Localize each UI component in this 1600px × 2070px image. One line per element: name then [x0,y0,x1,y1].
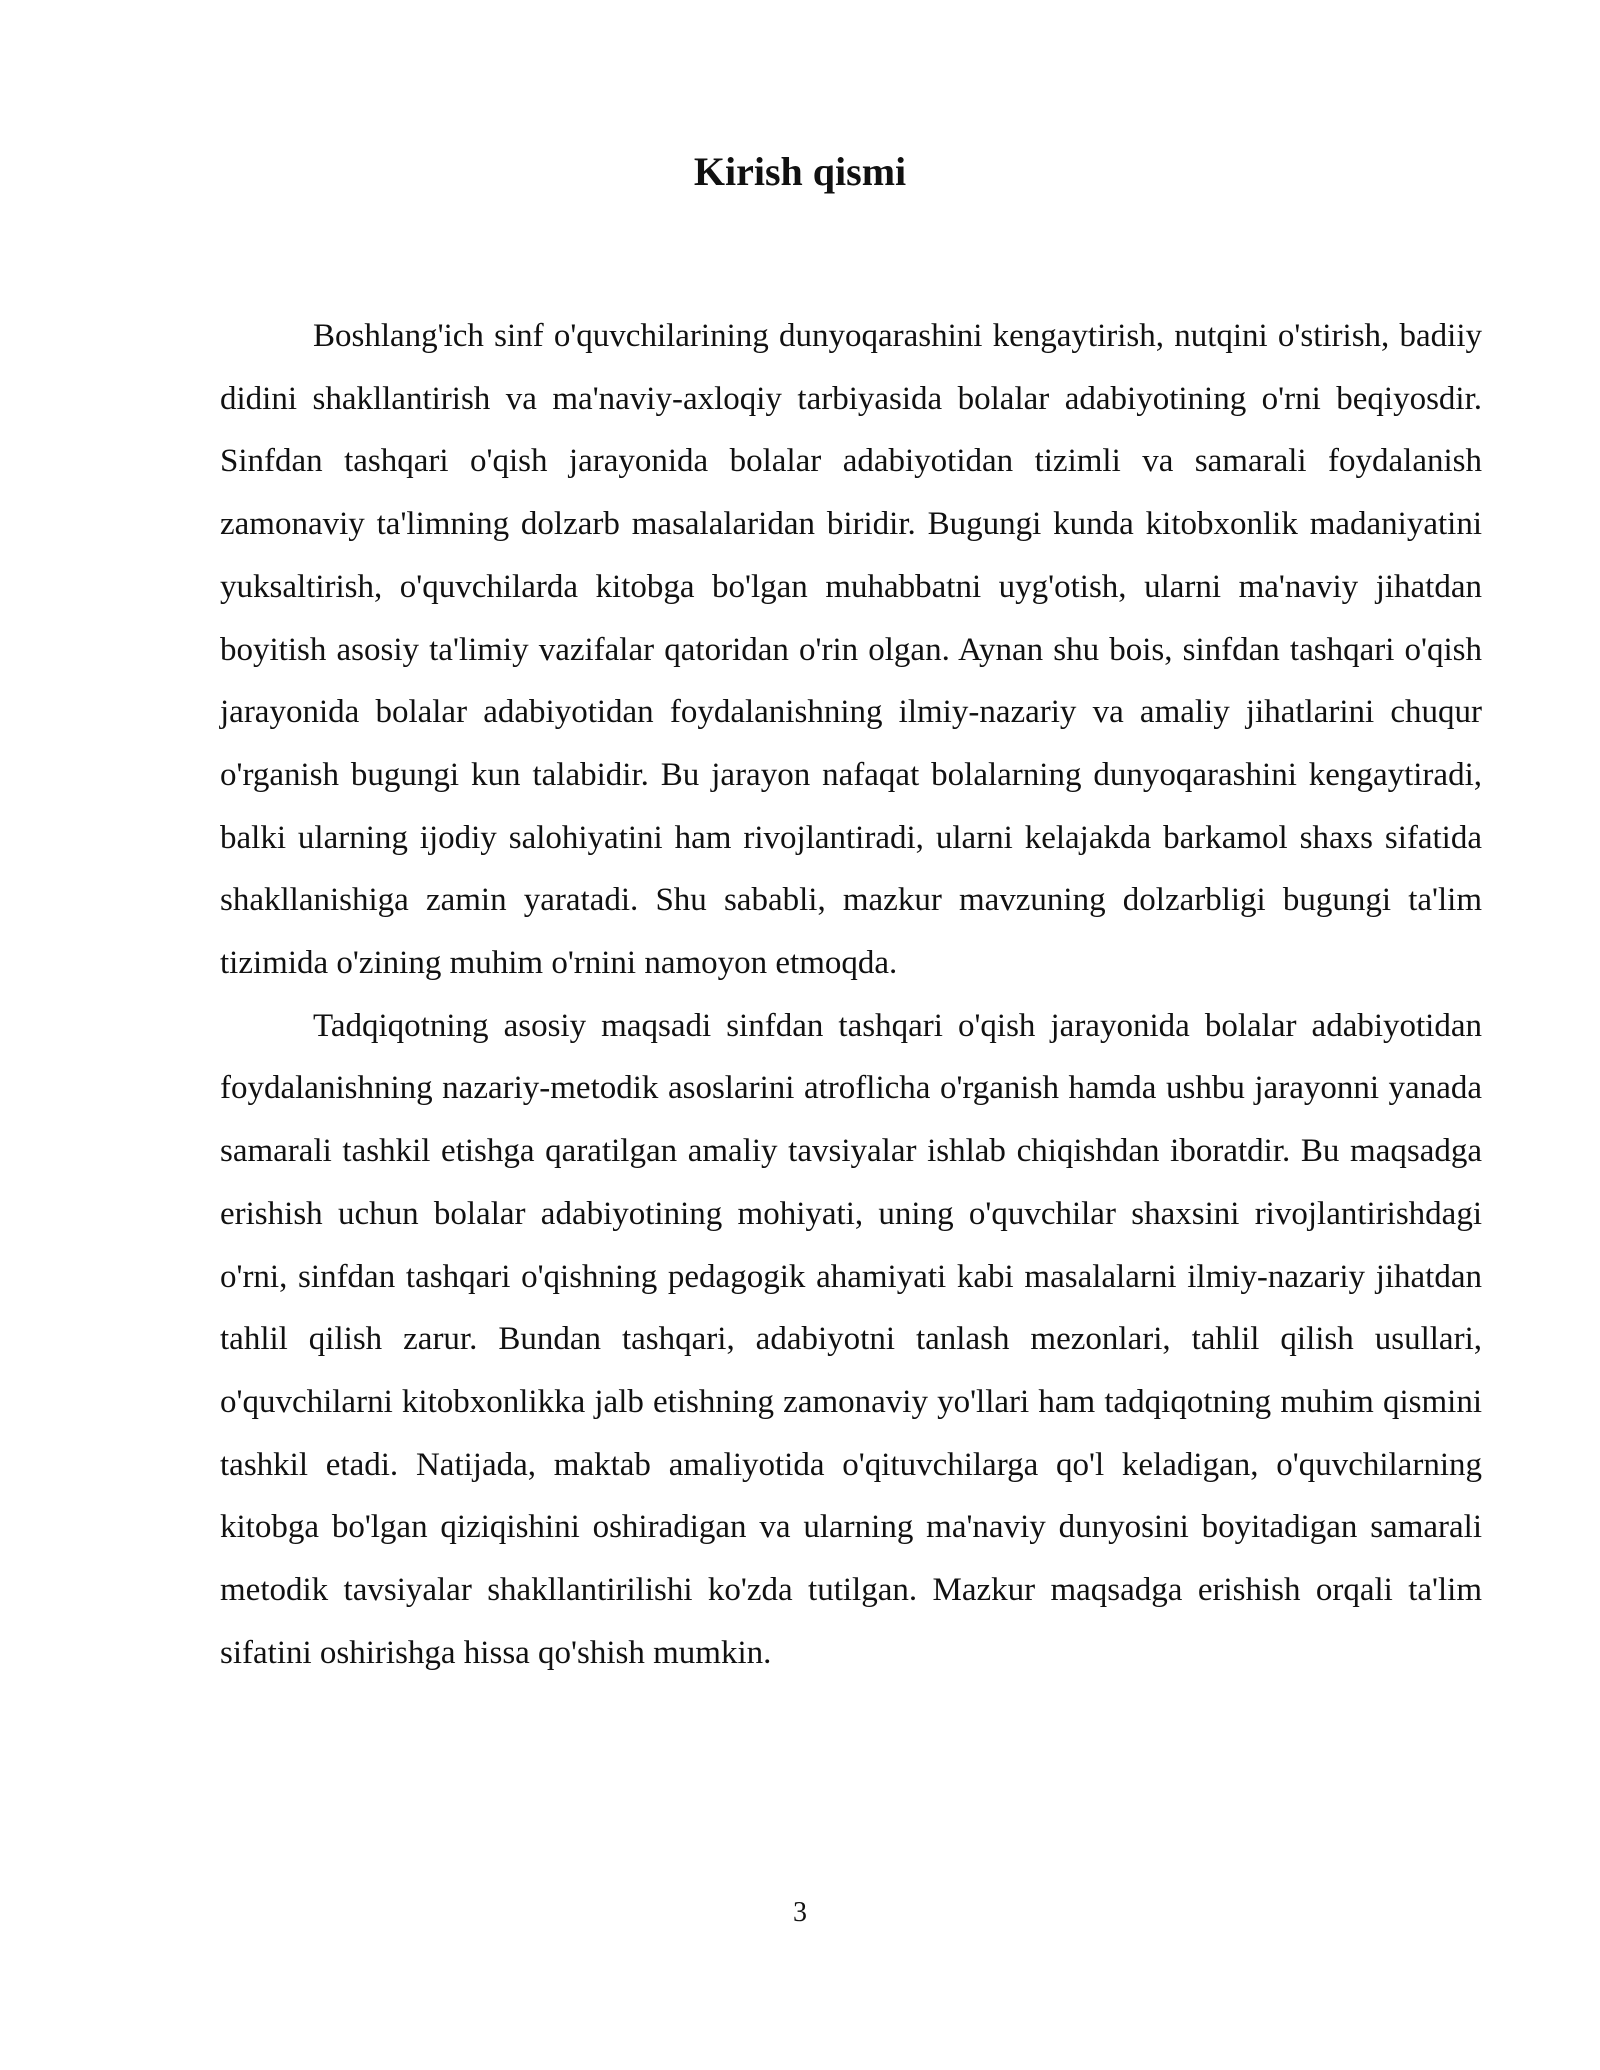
body-paragraph-1: Boshlang'ich sinf o'quvchilarining dunyoqarashini kengaytirish, nutqini o'stirish, badiiy didini shakllantirish va ma'naviy-axloqiy tarbiyasida bolalar adabiyotining o'rni beqiyosdir. Sinfdan tashqari o'qish jarayonida bolalar adabiyotidan tizimli va samarali foydalanish zamonaviy ta'limning dolzarb masalalaridan biridir. Bugungi kunda kitobxonlik madaniyatini yuksaltirish, o'quvchilarda kitobga bo'lgan muhabbatni uyg'otish, ularni ma'naviy jihatdan boyitish asosiy ta'limiy vazifalar qatoridan o'rin olgan. Aynan shu bois, sinfdan tashqari o'qish jarayonida bolalar adabiyotidan foydalanishning ilmiy-nazariy va amaliy jihatlarini chuqur o'rganish bugungi kun talabidir. Bu jarayon nafaqat bolalarning dunyoqarashini kengaytiradi, balki ularning ijodiy salohiyatini ham rivojlantiradi, ularni kelajakda barkamol shaxs sifatida shakllanishiga zamin yaratadi. Shu sababli, mazkur mavzuning dolzarbligi bugungi ta'lim tizimida o'zining muhim o'rnini namoyon etmoqda. [220,318,1482,982]
page-number: 3 [793,1897,807,1928]
body-paragraph-2: Tadqiqotning asosiy maqsadi sinfdan tashqari o'qish jarayonida bolalar adabiyotidan foydalanishning nazariy-metodik asoslarini atroflicha o'rganish hamda ushbu jarayonni yanada samarali tashkil etishga qaratilgan amaliy tavsiyalar ishlab chiqishdan iboratdir. Bu maqsadga erishish uchun bolalar adabiyotining mohiyati, uning o'quvchilar shaxsini rivojlantirishdagi o'rni, sinfdan tashqari o'qishning pedagogik ahamiyati kabi masalalarni ilmiy-nazariy jihatdan tahlil qilish zarur. Bundan tashqari, adabiyotni tanlash mezonlari, tahlil qilish usullari, o'quvchilarni kitobxonlikka jalb etishning zamonaviy yo'llari ham tadqiqotning muhim qismini tashkil etadi. Natijada, maktab amaliyotida o'qituvchilarga qo'l keladigan, o'quvchilarning kitobga bo'lgan qiziqishini oshiradigan va ularning ma'naviy dunyosini boyitadigan samarali metodik tavsiyalar shakllantirilishi ko'zda tutilgan. Mazkur maqsadga erishish orqali ta'lim sifatini oshirishga hissa qo'shish mumkin. [220,1007,1482,1671]
page-title: Kirish qismi [693,149,907,194]
document-body [220,305,1482,1684]
